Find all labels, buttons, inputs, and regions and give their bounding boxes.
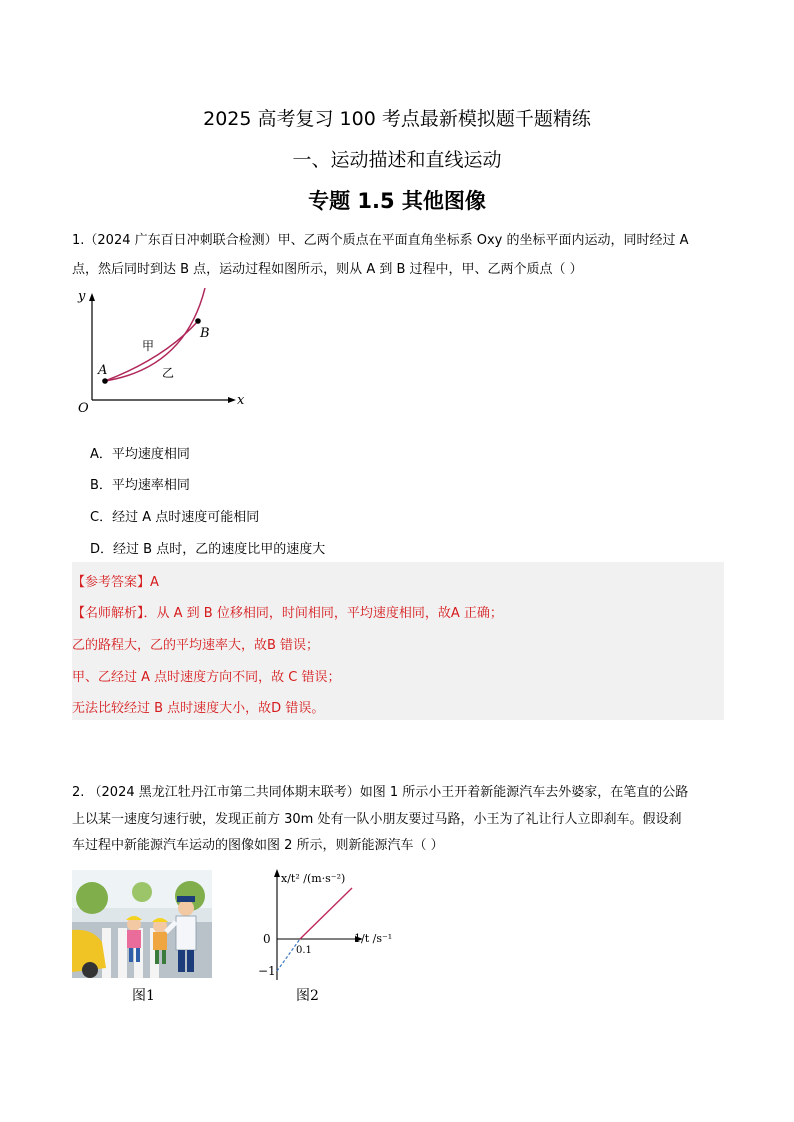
x-axis-label: x xyxy=(237,393,245,408)
q2-figure2-caption: 图2 xyxy=(296,988,319,1004)
point-b-dot xyxy=(195,318,201,324)
q1-analysis-line2: 乙的路程大，乙的平均速率大，故B 错误； xyxy=(72,638,320,653)
main-title: 2025 高考复习 100 考点最新模拟题千题精练 xyxy=(203,108,591,130)
q2-figure2-graph xyxy=(252,862,402,984)
q1-text-line1: 1.（2024 广东百日冲刺联合检测）甲、乙两个质点在平面直角坐标系 Oxy 的坐标平面内运动，同时经过 A xyxy=(72,233,689,248)
origin-label: 0 xyxy=(263,932,271,946)
q1-analysis-line1: 【名师解析】．从 A 到 B 位移相同，时间相同，平均速度相同，故A 正确； xyxy=(72,606,503,621)
y-tick-label: −1 xyxy=(258,964,276,978)
q2-text-line2: 上以某一速度匀速行驶，发现正前方 30m 处有一队小朋友要过马路，小王为了礼让行人立即刹车。假设刹 xyxy=(72,812,682,827)
x-tick-label: 0.1 xyxy=(296,945,312,956)
q1-trajectory-figure xyxy=(70,288,255,428)
q1-text-line2: 点，然后同时到达 B 点，运动过程如图所示，则从 A 到 B 过程中，甲、乙两个质点（ ） xyxy=(72,262,583,277)
q1-option-b: B．平均速率相同 xyxy=(90,478,190,493)
x-axis-label: 1/t /s⁻¹ xyxy=(354,932,393,945)
chapter-title: 一、运动描述和直线运动 xyxy=(292,149,502,171)
q2-figure1-caption: 图1 xyxy=(132,988,155,1004)
q1-analysis-line4: 无法比较经过 B 点时速度大小，故D 错误。 xyxy=(72,701,325,716)
curve-jia-label: 甲 xyxy=(142,339,155,353)
point-b-label: B xyxy=(200,326,210,341)
topic-title: 专题 1.5 其他图像 xyxy=(308,189,486,213)
q1-answer: 【参考答案】A xyxy=(72,575,159,590)
q1-option-c: C．经过 A 点时速度可能相同 xyxy=(90,510,260,525)
point-a-dot xyxy=(102,378,108,384)
origin-label: O xyxy=(78,401,89,416)
q2-text-line1: 2. （2024 黑龙江牡丹江市第二共同体期末联考）如图 1 所示小王开着新能源汽车去外婆家，在笔直的公路 xyxy=(72,785,689,800)
point-a-label: A xyxy=(98,363,108,378)
q1-analysis-line3: 甲、乙经过 A 点时速度方向不同，故 C 错误； xyxy=(72,670,341,685)
y-axis-label: y xyxy=(78,289,86,304)
y-axis-label: x/t² /(m·s⁻²) xyxy=(281,872,346,885)
q1-option-d: D．经过 B 点时，乙的速度比甲的速度大 xyxy=(90,542,326,557)
curve-yi-label: 乙 xyxy=(162,366,175,380)
q2-figure1-illustration xyxy=(72,870,212,978)
q2-text-line3: 车过程中新能源汽车运动的图像如图 2 所示，则新能源汽车（ ） xyxy=(72,838,444,853)
curve-yi xyxy=(105,288,205,381)
q1-option-a: A．平均速度相同 xyxy=(90,447,190,462)
